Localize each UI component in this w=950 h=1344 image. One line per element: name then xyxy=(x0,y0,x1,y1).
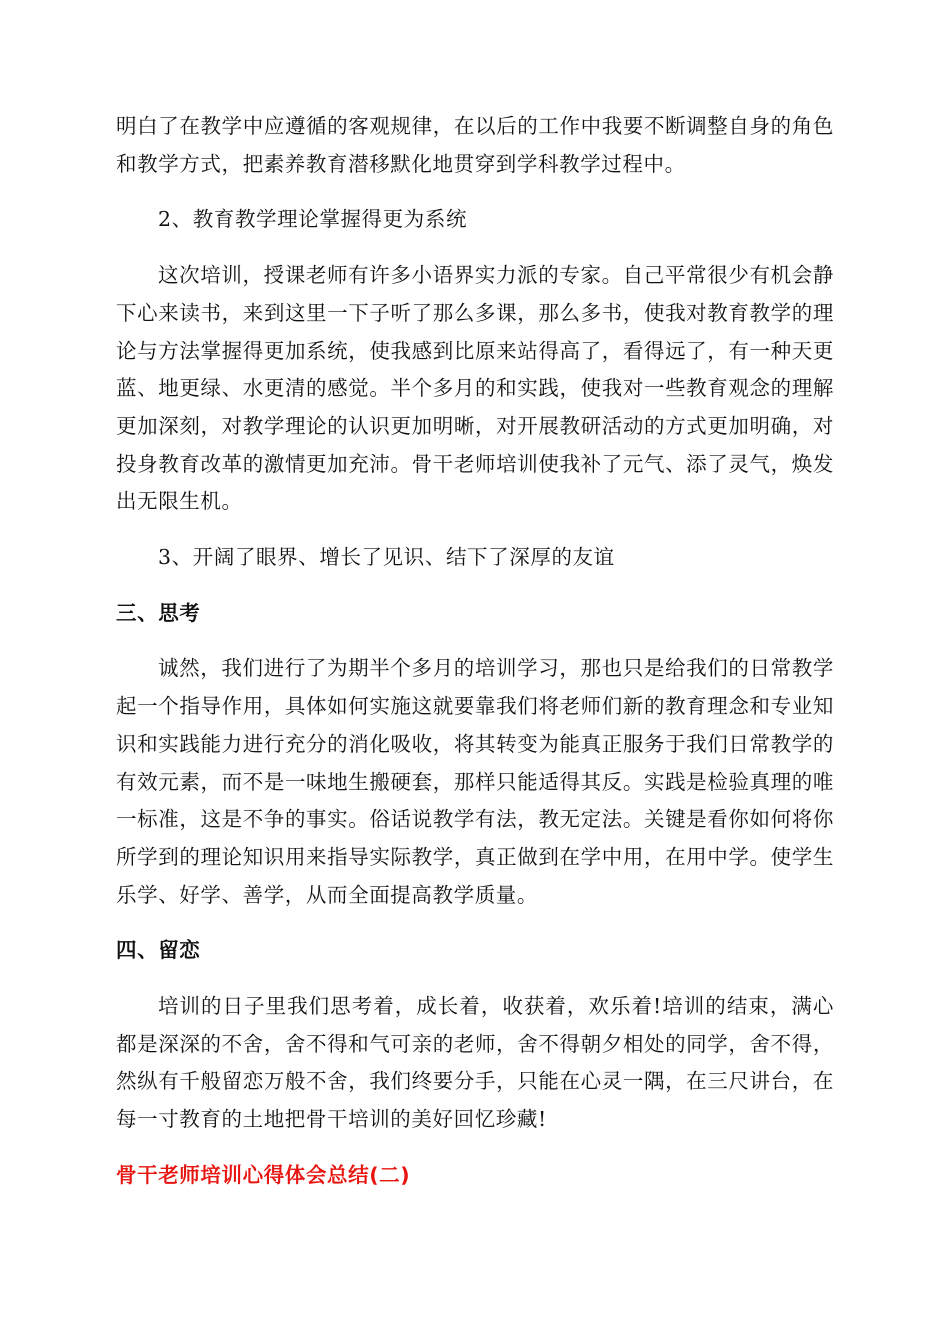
paragraph-reflection: 诚然，我们进行了为期半个多月的培训学习，那也只是给我们的日常教学起一个指导作用，具体如何实施这就要靠我们将老师们新的教育理念和专业知识和实践能力进行充分的消化吸收，将其转变为能真正服务于我们日常教学的有效元素，而不是一味地生搬硬套，那样只能适得其反。实践是检验真理的唯一标准，这是不争的事实。俗话说教学有法，教无定法。关键是看你如何将你所学到的理论知识用来指导实际教学，真正做到在学中用，在用中学。使学生乐学、好学、善学，从而全面提高教学质量。 xyxy=(116,656,834,907)
section-title: 骨干老师培训心得体会总结(二) xyxy=(116,1162,411,1187)
subheading-theory: 2、教育教学理论掌握得更为系统 xyxy=(158,207,468,232)
paragraph-nostalgia: 培训的日子里我们思考着，成长着，收获着，欢乐着!培训的结束，满心都是深深的不舍，舍不得和气可亲的老师，舍不得朝夕相处的同学，舍不得，然纵有千般留恋万般不舍，我们终要分手，只能在心灵一隅，在三尺讲台，在每一寸教育的土地把骨干培训的美好回忆珍藏! xyxy=(116,994,834,1132)
heading-reflection: 三、思考 xyxy=(116,600,201,625)
paragraph-theory: 这次培训，授课老师有许多小语界实力派的专家。自己平常很少有机会静下心来读书，来到这里一下子听了那么多课，那么多书，使我对教育教学的理论与方法掌握得更加系统，使我感到比原来站得高了，看得远了，有一种天更蓝、地更绿、水更清的感觉。半个多月的和实践，使我对一些教育观念的理解更加深刻，对教学理论的认识更加明晰，对开展教研活动的方式更加明确，对投身教育改革的激情更加充沛。骨干老师培训使我补了元气、添了灵气，焕发出无限生机。 xyxy=(116,263,834,514)
document-page xyxy=(116,108,834,1195)
heading-nostalgia: 四、留恋 xyxy=(116,938,201,963)
subheading-horizons: 3、开阔了眼界、增长了见识、结下了深厚的友谊 xyxy=(158,545,615,570)
paragraph-continuation: 明白了在教学中应遵循的客观规律，在以后的工作中我要不断调整自身的角色和教学方式，把素养教育潜移默化地贯穿到学科教学过程中。 xyxy=(116,114,834,176)
